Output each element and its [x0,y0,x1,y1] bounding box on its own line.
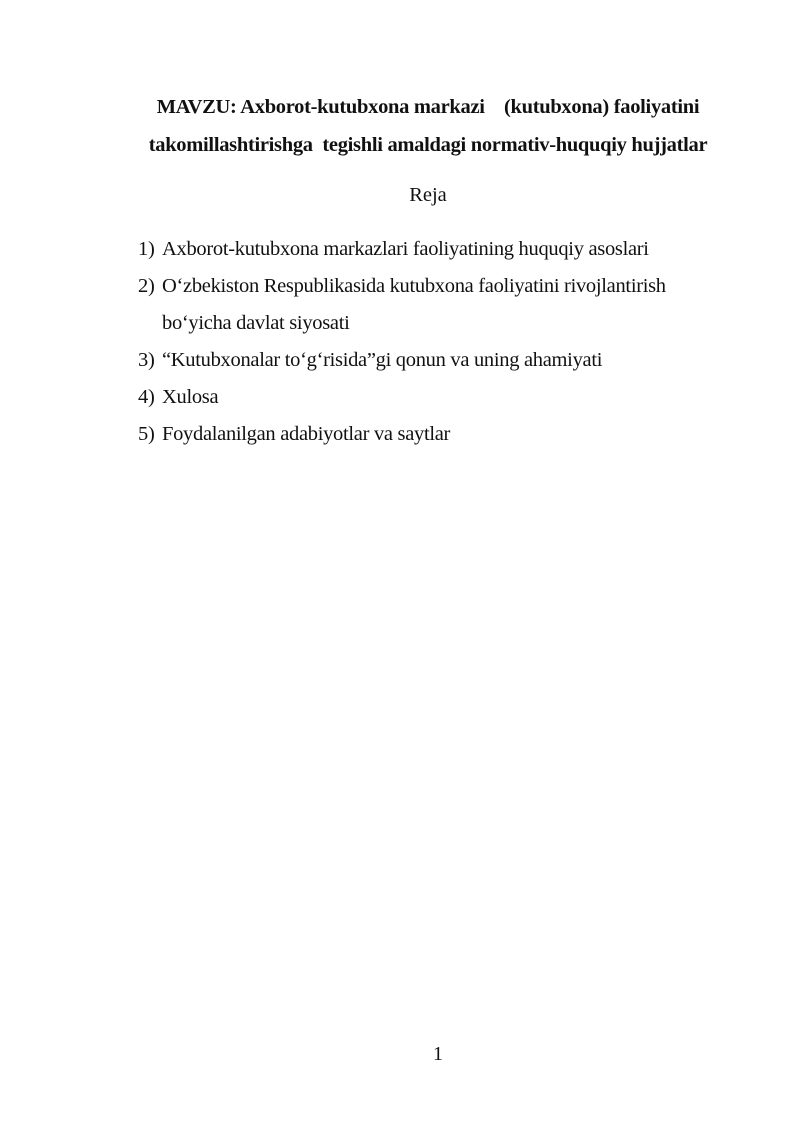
plan-item [138,231,738,268]
plan-item-number: 3) [138,349,155,371]
plan-item-number: 5) [138,423,155,445]
plan-heading: Reja [409,184,447,206]
page-number: 1 [433,1043,443,1065]
plan-item-number: 2) [138,275,155,297]
document-title [100,88,756,164]
plan-item-text: Xulosa [162,386,219,408]
plan-item-text: Axborot-kutubxona markazlari faoliyatining huquqiy asoslari [162,238,649,260]
plan-item [138,342,738,379]
plan-item [138,416,738,453]
plan-item-number: 4) [138,386,155,408]
title-line: MAVZU: Axborot-kutubxona markazi (kutubxona) faoliyatini [156,96,700,118]
plan-item-text: O‘zbekiston Respublikasida kutubxona faoliyatini rivojlantirish bo‘yicha davlat siyosati [162,275,666,334]
plan-item [138,379,738,416]
title-line: takomillashtirishga tegishli amaldagi normativ-huquqiy hujjatlar [148,134,708,156]
plan-item-text: “Kutubxonalar to‘g‘risida”gi qonun va uning ahamiyati [162,349,603,371]
plan-item [138,268,682,342]
plan-item-text: Foydalanilgan adabiyotlar va saytlar [162,423,451,445]
plan-list [138,231,738,453]
plan-item-number: 1) [138,238,155,260]
